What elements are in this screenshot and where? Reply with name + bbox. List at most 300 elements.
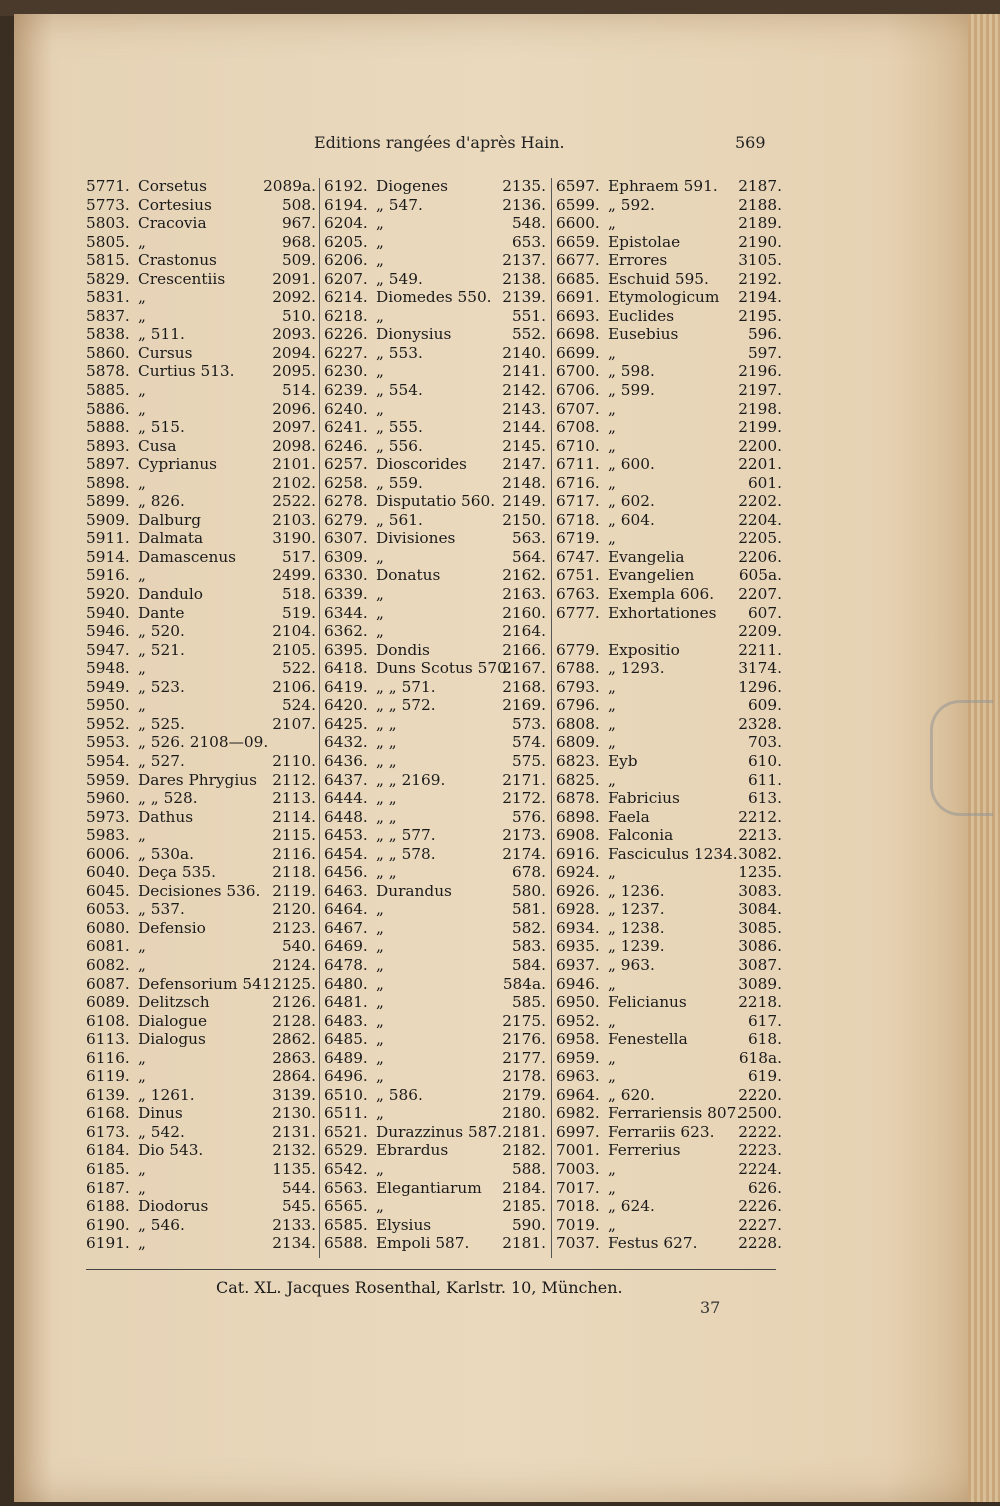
reference-number: 585. <box>511 993 546 1012</box>
entry-title: „ 542. <box>138 1122 185 1141</box>
entry-title: Dionysius <box>376 325 452 344</box>
index-entry <box>86 678 316 697</box>
index-entry <box>556 659 782 678</box>
hain-number: 5950. <box>86 696 130 715</box>
reference-number: 582. <box>511 918 546 937</box>
reference-number: 2199. <box>738 418 782 437</box>
entry-title: Evangelia <box>608 547 685 566</box>
index-entry <box>86 956 316 975</box>
reference-number: 551. <box>511 306 546 325</box>
hain-number: 6588. <box>324 1234 368 1253</box>
index-entry <box>86 752 316 771</box>
hain-number: 6230. <box>324 362 368 381</box>
entry-title: Defensorium 541. <box>138 974 277 993</box>
index-entry <box>86 1086 316 1105</box>
hain-number: 6952. <box>556 1011 600 1030</box>
entry-title: „ <box>608 1215 616 1234</box>
reference-number: 2201. <box>738 455 782 474</box>
entry-title: „ 1238. <box>608 918 665 937</box>
index-entry <box>556 1086 782 1105</box>
entry-title: „ 586. <box>376 1085 423 1104</box>
hain-number: 6187. <box>86 1178 130 1197</box>
entry-title: Exhortationes <box>608 603 717 622</box>
reference-number: 3105. <box>738 251 782 270</box>
reference-number: 3190. <box>272 529 316 548</box>
index-entry <box>324 418 546 437</box>
hain-number: 6045. <box>86 881 130 900</box>
index-entry <box>324 604 546 623</box>
entry-title: „ <box>138 696 146 715</box>
entry-title: „ 620. <box>608 1085 655 1104</box>
reference-number: 2139. <box>502 288 546 307</box>
hain-number: 6706. <box>556 381 600 400</box>
column-divider <box>319 178 320 1258</box>
reference-number: 2124. <box>272 955 316 974</box>
reference-number: 2218. <box>738 993 782 1012</box>
entry-title: „ 598. <box>608 362 655 381</box>
index-entry <box>86 585 316 604</box>
index-entry <box>86 455 316 474</box>
entry-title: Crescentiis <box>138 269 226 288</box>
hain-number: 6718. <box>556 510 600 529</box>
entry-title: „ 963. <box>608 955 655 974</box>
reference-number: 508. <box>281 195 316 214</box>
entry-title: „ <box>376 900 384 919</box>
hain-number: 6585. <box>324 1215 368 1234</box>
index-entry <box>556 919 782 938</box>
hain-number: 6444. <box>324 789 368 808</box>
hain-number: 6194. <box>324 195 368 214</box>
entry-title: „ „ <box>376 807 397 826</box>
index-entry <box>556 251 782 270</box>
entry-title: Dinus <box>138 1104 183 1123</box>
hain-number: 6708. <box>556 418 600 437</box>
entry-title: Dialogue <box>138 1011 208 1030</box>
entry-title: Falconia <box>608 826 674 845</box>
index-entry <box>556 1030 782 1049</box>
entry-title: „ <box>376 232 384 251</box>
entry-title: „ <box>138 826 146 845</box>
index-entry <box>86 511 316 530</box>
hain-number: 6080. <box>86 918 130 937</box>
index-entry <box>324 622 546 641</box>
entry-title: „ 521. <box>138 640 185 659</box>
reference-number: 2179. <box>502 1085 546 1104</box>
index-entry <box>86 1049 316 1068</box>
reference-number: 596. <box>747 325 782 344</box>
index-entry <box>556 1012 782 1031</box>
index-entry <box>556 937 782 956</box>
index-entry <box>86 325 316 344</box>
index-entry <box>556 529 782 548</box>
hain-number: 5920. <box>86 585 130 604</box>
reference-number: 3087. <box>738 955 782 974</box>
hain-number: 6950. <box>556 993 600 1012</box>
entry-title: „ <box>608 974 616 993</box>
hain-number: 6087. <box>86 974 130 993</box>
hain-number: 6928. <box>556 900 600 919</box>
reference-number: 563. <box>511 529 546 548</box>
reference-number: 2150. <box>502 510 546 529</box>
index-entry <box>556 585 782 604</box>
index-entry <box>324 511 546 530</box>
entry-title: Euclides <box>608 306 675 325</box>
index-entry <box>324 362 546 381</box>
hain-number: 5803. <box>86 214 130 233</box>
reference-number: 2181. <box>502 1122 546 1141</box>
hain-number: 6934. <box>556 918 600 937</box>
entry-title: Diomedes 550. <box>376 288 492 307</box>
reference-number: 2134. <box>272 1234 316 1253</box>
entry-title: „ <box>608 677 616 696</box>
index-entry <box>556 566 782 585</box>
entry-title: Decisiones 536. <box>138 881 261 900</box>
index-entry <box>556 418 782 437</box>
entry-title: Faela <box>608 807 650 826</box>
reference-number: 2135. <box>502 177 546 195</box>
index-entry <box>324 845 546 864</box>
entry-title: „ <box>138 306 146 325</box>
entry-title: „ 826. <box>138 492 185 511</box>
entry-title: „ „ 577. <box>376 826 436 845</box>
index-entry <box>86 696 316 715</box>
index-entry <box>86 882 316 901</box>
hain-number: 6809. <box>556 733 600 752</box>
reference-number: 2132. <box>272 1141 316 1160</box>
reference-number: 514. <box>281 381 316 400</box>
entry-title: „ 604. <box>608 510 655 529</box>
entry-title: „ <box>138 473 146 492</box>
entry-title: „ <box>376 1104 384 1123</box>
index-entry <box>324 492 546 511</box>
reference-number: 2190. <box>738 232 782 251</box>
hain-number: 7003. <box>556 1159 600 1178</box>
reference-number: 2113. <box>272 789 316 808</box>
index-entry <box>556 307 782 326</box>
hain-number: 5773. <box>86 195 130 214</box>
hain-number: 6436. <box>324 751 368 770</box>
reference-number: 2181. <box>502 1234 546 1253</box>
entry-title: „ <box>608 214 616 233</box>
hain-number: 5954. <box>86 751 130 770</box>
hain-number: 6542. <box>324 1159 368 1178</box>
entry-title: „ <box>376 1067 384 1086</box>
index-entry <box>324 307 546 326</box>
hain-number: 6808. <box>556 714 600 733</box>
signature-mark: 37 <box>700 1298 721 1317</box>
entry-title: „ <box>608 1067 616 1086</box>
hain-number: 6777. <box>556 603 600 622</box>
index-entry <box>556 622 782 641</box>
hain-number: 6432. <box>324 733 368 752</box>
entry-title: „ <box>608 436 616 455</box>
index-entry <box>86 270 316 289</box>
reference-number: 2104. <box>272 622 316 641</box>
hain-number: 6719. <box>556 529 600 548</box>
index-entry <box>86 437 316 456</box>
entry-title: „ <box>376 547 384 566</box>
entry-title: „ „ <box>376 863 397 882</box>
entry-title: „ <box>608 770 616 789</box>
reference-number: 2195. <box>738 306 782 325</box>
hain-number: 6529. <box>324 1141 368 1160</box>
reference-number: 619. <box>747 1067 782 1086</box>
entry-title: „ 525. <box>138 714 185 733</box>
reference-number: 2140. <box>502 343 546 362</box>
reference-number: 2174. <box>502 844 546 863</box>
index-entry <box>86 233 316 252</box>
entry-title: Ebrardus <box>376 1141 449 1160</box>
hain-number: 6456. <box>324 863 368 882</box>
index-entry <box>86 1234 316 1253</box>
entry-title: „ 523. <box>138 677 185 696</box>
index-entry <box>86 1067 316 1086</box>
hain-number: 6191. <box>86 1234 130 1253</box>
index-entry <box>86 622 316 641</box>
index-entry <box>556 956 782 975</box>
entry-title: „ <box>608 1178 616 1197</box>
reference-number: 2192. <box>738 269 782 288</box>
index-entry <box>324 566 546 585</box>
reference-number: 2106. <box>272 677 316 696</box>
index-entry <box>324 455 546 474</box>
index-entry <box>324 214 546 233</box>
reference-number: 2177. <box>502 1048 546 1067</box>
entry-title: „ „ 578. <box>376 844 436 863</box>
index-entry <box>324 437 546 456</box>
hain-number: 5949. <box>86 677 130 696</box>
entry-title: Duns Scotus 570. <box>376 659 512 678</box>
reference-number: 2148. <box>502 473 546 492</box>
reference-number: 590. <box>511 1215 546 1234</box>
index-entry <box>324 270 546 289</box>
reference-number: 2211. <box>738 640 782 659</box>
hain-number: 6173. <box>86 1122 130 1141</box>
index-entry <box>324 381 546 400</box>
reference-number: 618. <box>747 1030 782 1049</box>
entry-title: „ 520. <box>138 622 185 641</box>
hain-number: 5886. <box>86 399 130 418</box>
index-entry <box>556 437 782 456</box>
reference-number: 576. <box>511 807 546 826</box>
entry-title: „ 1261. <box>138 1085 195 1104</box>
entry-title: Fabricius <box>608 789 680 808</box>
reference-number: 2228. <box>738 1234 782 1253</box>
hain-number: 6510. <box>324 1085 368 1104</box>
reference-number: 2196. <box>738 362 782 381</box>
entry-title: Eyb <box>608 751 638 770</box>
entry-title: „ <box>608 473 616 492</box>
index-entry <box>324 196 546 215</box>
reference-number: 2103. <box>272 510 316 529</box>
index-entry <box>556 826 782 845</box>
entry-title: „ „ 572. <box>376 696 436 715</box>
entry-title: Empoli 587. <box>376 1234 470 1253</box>
index-entry <box>86 344 316 363</box>
index-entry <box>324 975 546 994</box>
entry-title: „ <box>376 362 384 381</box>
index-entry <box>86 214 316 233</box>
entry-title: Durazzinus 587. <box>376 1122 503 1141</box>
reference-number: 703. <box>747 733 782 752</box>
reference-number: 2125. <box>272 974 316 993</box>
entry-title: „ <box>376 1197 384 1216</box>
hain-number: 5838. <box>86 325 130 344</box>
reference-number: 2862. <box>272 1030 316 1049</box>
reference-number: 2209. <box>738 622 782 641</box>
index-entry <box>556 214 782 233</box>
index-entry <box>556 362 782 381</box>
reference-number: 2128. <box>272 1011 316 1030</box>
reference-number: 2095. <box>272 362 316 381</box>
hain-number: 6168. <box>86 1104 130 1123</box>
index-entry <box>324 696 546 715</box>
hain-number: 6040. <box>86 863 130 882</box>
reference-number: 2207. <box>738 585 782 604</box>
index-entry <box>324 1141 546 1160</box>
reference-number: 626. <box>747 1178 782 1197</box>
index-entry <box>324 585 546 604</box>
reference-number: 2112. <box>272 770 316 789</box>
paper-clip <box>930 700 993 816</box>
reference-number: 2126. <box>272 993 316 1012</box>
index-entry <box>556 400 782 419</box>
hain-number: 6964. <box>556 1085 600 1104</box>
hain-number: 6793. <box>556 677 600 696</box>
entry-title: Divisiones <box>376 529 456 548</box>
index-entry <box>86 919 316 938</box>
entry-title: Delitzsch <box>138 993 210 1012</box>
index-entry <box>556 1104 782 1123</box>
reference-number: 2184. <box>502 1178 546 1197</box>
reference-number: 967. <box>281 214 316 233</box>
entry-title: Damascenus <box>138 547 237 566</box>
index-entry <box>86 1179 316 1198</box>
entry-title: „ 547. <box>376 195 423 214</box>
hain-number: 6685. <box>556 269 600 288</box>
reference-number: 1296. <box>738 677 782 696</box>
hain-number: 7037. <box>556 1234 600 1253</box>
entry-title: Curtius 513. <box>138 362 235 381</box>
reference-number: 2194. <box>738 288 782 307</box>
reference-number: 518. <box>281 585 316 604</box>
reference-number: 968. <box>281 232 316 251</box>
reference-number: 2169. <box>502 696 546 715</box>
reference-number: 2160. <box>502 603 546 622</box>
hain-number: 6716. <box>556 473 600 492</box>
reference-number: 540. <box>281 937 316 956</box>
index-entry <box>556 1160 782 1179</box>
index-entry <box>556 752 782 771</box>
reference-number: 2105. <box>272 640 316 659</box>
hain-number: 5953. <box>86 733 130 752</box>
entry-title: „ <box>138 1178 146 1197</box>
reference-number: 2167. <box>502 659 546 678</box>
hain-number: 6226. <box>324 325 368 344</box>
reference-number: 544. <box>281 1178 316 1197</box>
index-entry <box>86 566 316 585</box>
reference-number: 2180. <box>502 1104 546 1123</box>
entry-title: „ <box>608 733 616 752</box>
reference-number: 2145. <box>502 436 546 455</box>
reference-number: 522. <box>281 659 316 678</box>
index-entry <box>556 863 782 882</box>
reference-number: 564. <box>511 547 546 566</box>
index-entry <box>324 474 546 493</box>
entry-title: „ <box>608 863 616 882</box>
hain-number: 6119. <box>86 1067 130 1086</box>
hain-number: 6188. <box>86 1197 130 1216</box>
reference-number: 2168. <box>502 677 546 696</box>
hain-number: 6699. <box>556 343 600 362</box>
hain-number: 5805. <box>86 232 130 251</box>
entry-title: „ <box>376 251 384 270</box>
index-entry <box>556 678 782 697</box>
hain-number: 5947. <box>86 640 130 659</box>
hain-number: 6425. <box>324 714 368 733</box>
entry-title: Dalburg <box>138 510 202 529</box>
entry-title: „ „ <box>376 751 397 770</box>
hain-number: 5946. <box>86 622 130 641</box>
index-entry <box>86 845 316 864</box>
reference-number: 2176. <box>502 1030 546 1049</box>
index-entry <box>324 344 546 363</box>
hain-number: 5960. <box>86 789 130 808</box>
index-entry <box>86 474 316 493</box>
entry-title: „ <box>376 214 384 233</box>
reference-number: 2133. <box>272 1215 316 1234</box>
entry-title: „ <box>138 288 146 307</box>
page-number: 569 <box>735 133 766 152</box>
reference-number: 2163. <box>502 585 546 604</box>
hain-number: 6521. <box>324 1122 368 1141</box>
reference-number: 2205. <box>738 529 782 548</box>
hain-number: 6240. <box>324 399 368 418</box>
reference-number: 678. <box>511 863 546 882</box>
index-column-3 <box>556 177 782 1253</box>
index-entry <box>86 177 316 196</box>
index-entry <box>324 529 546 548</box>
entry-title: „ 515. <box>138 418 185 437</box>
entry-title: „ <box>376 585 384 604</box>
entry-title: „ <box>376 622 384 641</box>
hain-number: 6437. <box>324 770 368 789</box>
hain-number: 6959. <box>556 1048 600 1067</box>
hain-number: 6082. <box>86 955 130 974</box>
reference-number: 2227. <box>738 1215 782 1234</box>
index-entry <box>324 251 546 270</box>
reference-number: 2094. <box>272 343 316 362</box>
hain-number: 5916. <box>86 566 130 585</box>
index-entry <box>86 937 316 956</box>
entry-title: Dialogus <box>138 1030 206 1049</box>
entry-title: Etymologicum <box>608 288 720 307</box>
index-entry <box>86 548 316 567</box>
reference-number: 580. <box>511 881 546 900</box>
hain-number: 6205. <box>324 232 368 251</box>
index-column-1 <box>86 177 316 1253</box>
entry-title: Ferrariis 623. <box>608 1122 715 1141</box>
reference-number: 3082. <box>738 844 782 863</box>
reference-number: 2115. <box>272 826 316 845</box>
reference-number: 2212. <box>738 807 782 826</box>
reference-number: 2149. <box>502 492 546 511</box>
hain-number: 6511. <box>324 1104 368 1123</box>
entry-title: Cortesius <box>138 195 212 214</box>
entry-title: „ <box>138 399 146 418</box>
hain-number: 6192. <box>324 177 368 195</box>
reference-number: 2223. <box>738 1141 782 1160</box>
